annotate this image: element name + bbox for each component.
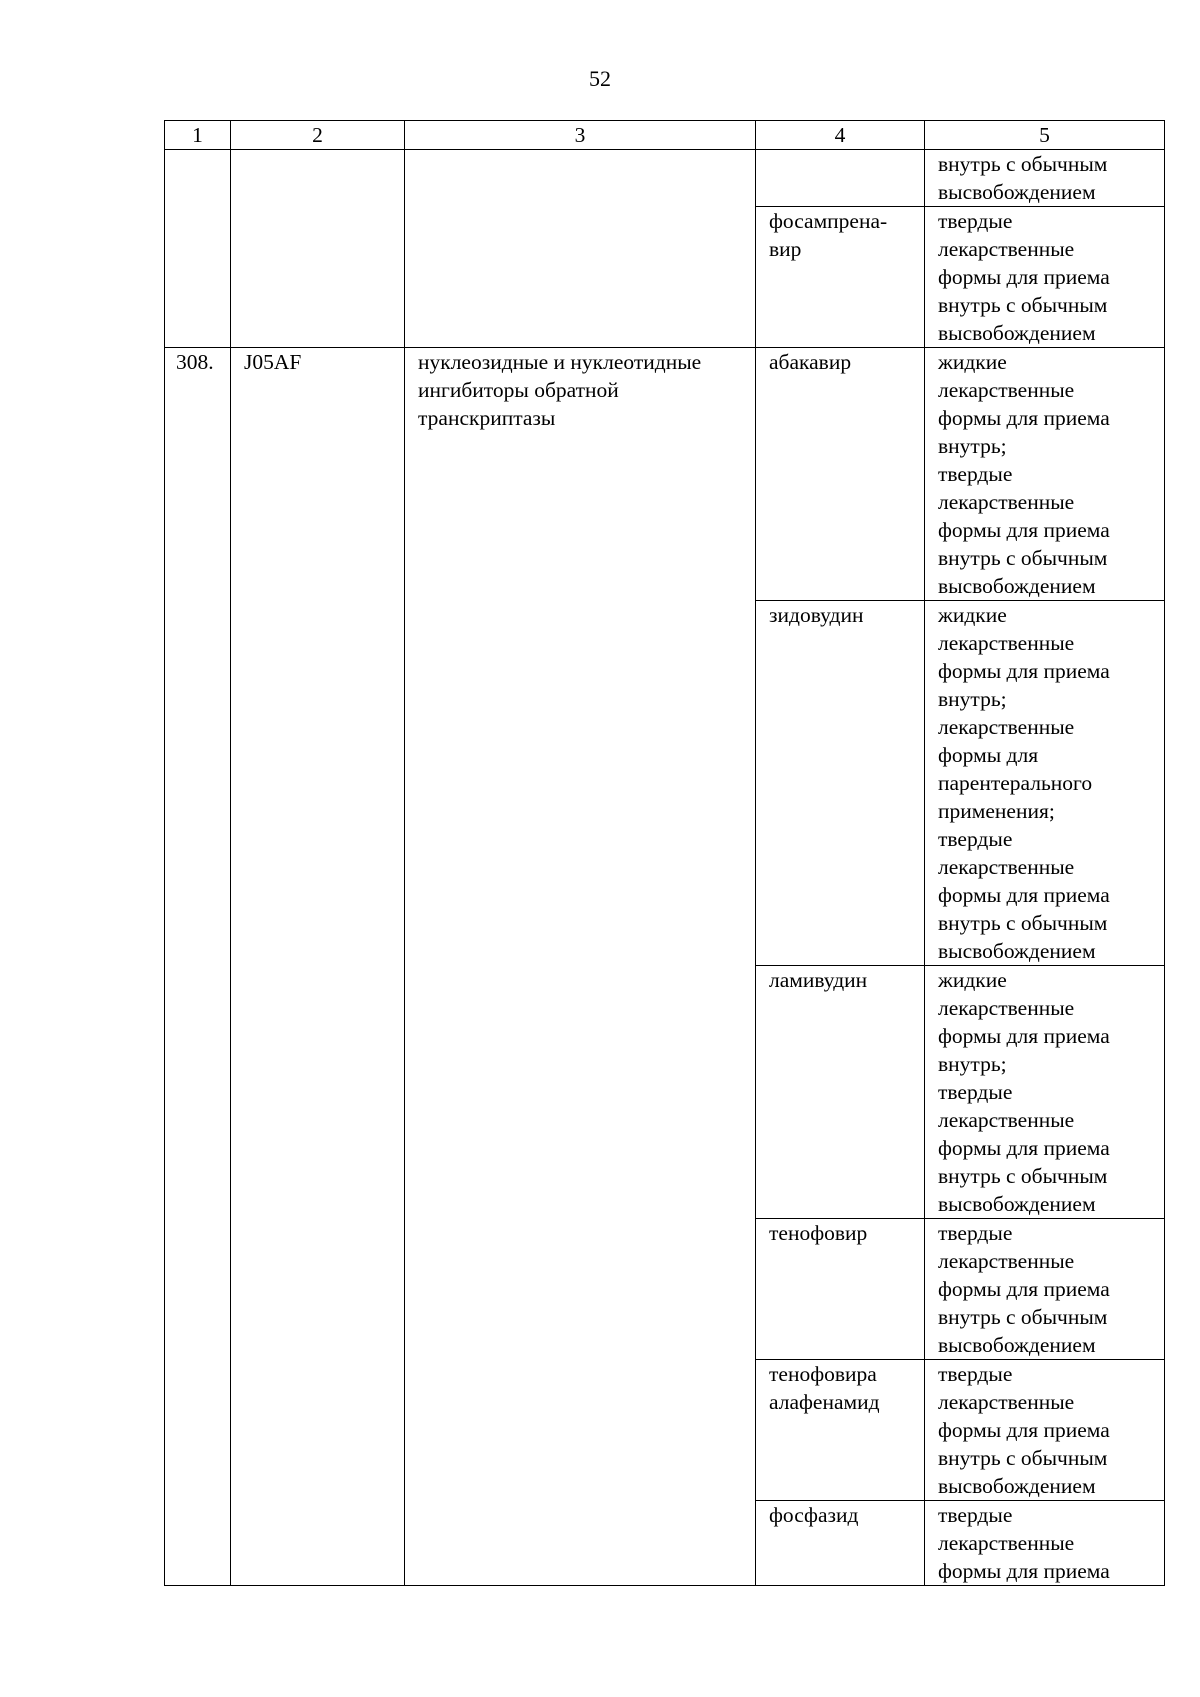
table-row [165,150,1165,207]
medicines-table [164,120,1165,1586]
drug-name-cell: тенофовир [756,1219,925,1360]
dosage-forms-cell: твердые лекарственные формы для приема внутрь с обычным высвобождением [925,1219,1165,1360]
dosage-forms-cell: твердые лекарственные формы для приема внутрь с обычным высвобождением [925,1360,1165,1501]
drug-name-cell: фосфазид [756,1501,925,1586]
drug-name-cell [756,150,925,207]
table-header-row [165,121,1165,150]
group-name-cell: нуклеозидные и нуклеотидные ингибиторы обратной транскриптазы [405,348,756,1586]
column-header-5: 5 [925,121,1165,150]
dosage-forms-cell: твердые лекарственные формы для приема внутрь с обычным высвобождением [925,207,1165,348]
dosage-forms-cell: внутрь с обычным высвобождением [925,150,1165,207]
continuation-number-cell [165,150,231,348]
drug-name-cell: ламивудин [756,966,925,1219]
dosage-forms-cell: твердые лекарственные формы для приема [925,1501,1165,1586]
row-number-cell: 308. [165,348,231,1586]
dosage-forms-cell: жидкие лекарственные формы для приема внутрь; твердые лекарственные формы для приема внутрь с обычным высвобождением [925,966,1165,1219]
dosage-forms-cell: жидкие лекарственные формы для приема внутрь; твердые лекарственные формы для приема внутрь с обычным высвобождением [925,348,1165,601]
drug-name-cell: зидовудин [756,601,925,966]
dosage-forms-cell: жидкие лекарственные формы для приема внутрь; лекарственные формы для парентерального применения; твердые лекарственные формы для приема внутрь с обычным высвобождением [925,601,1165,966]
column-header-4: 4 [756,121,925,150]
table-row [165,348,1165,601]
atc-code-cell: J05AF [231,348,405,1586]
drug-name-cell: тенофовира алафенамид [756,1360,925,1501]
drug-name-cell: абакавир [756,348,925,601]
column-header-1: 1 [165,121,231,150]
column-header-2: 2 [231,121,405,150]
drug-name-cell: фосампрена- вир [756,207,925,348]
column-header-3: 3 [405,121,756,150]
page-number: 52 [589,66,611,91]
continuation-group-cell [405,150,756,348]
continuation-code-cell [231,150,405,348]
